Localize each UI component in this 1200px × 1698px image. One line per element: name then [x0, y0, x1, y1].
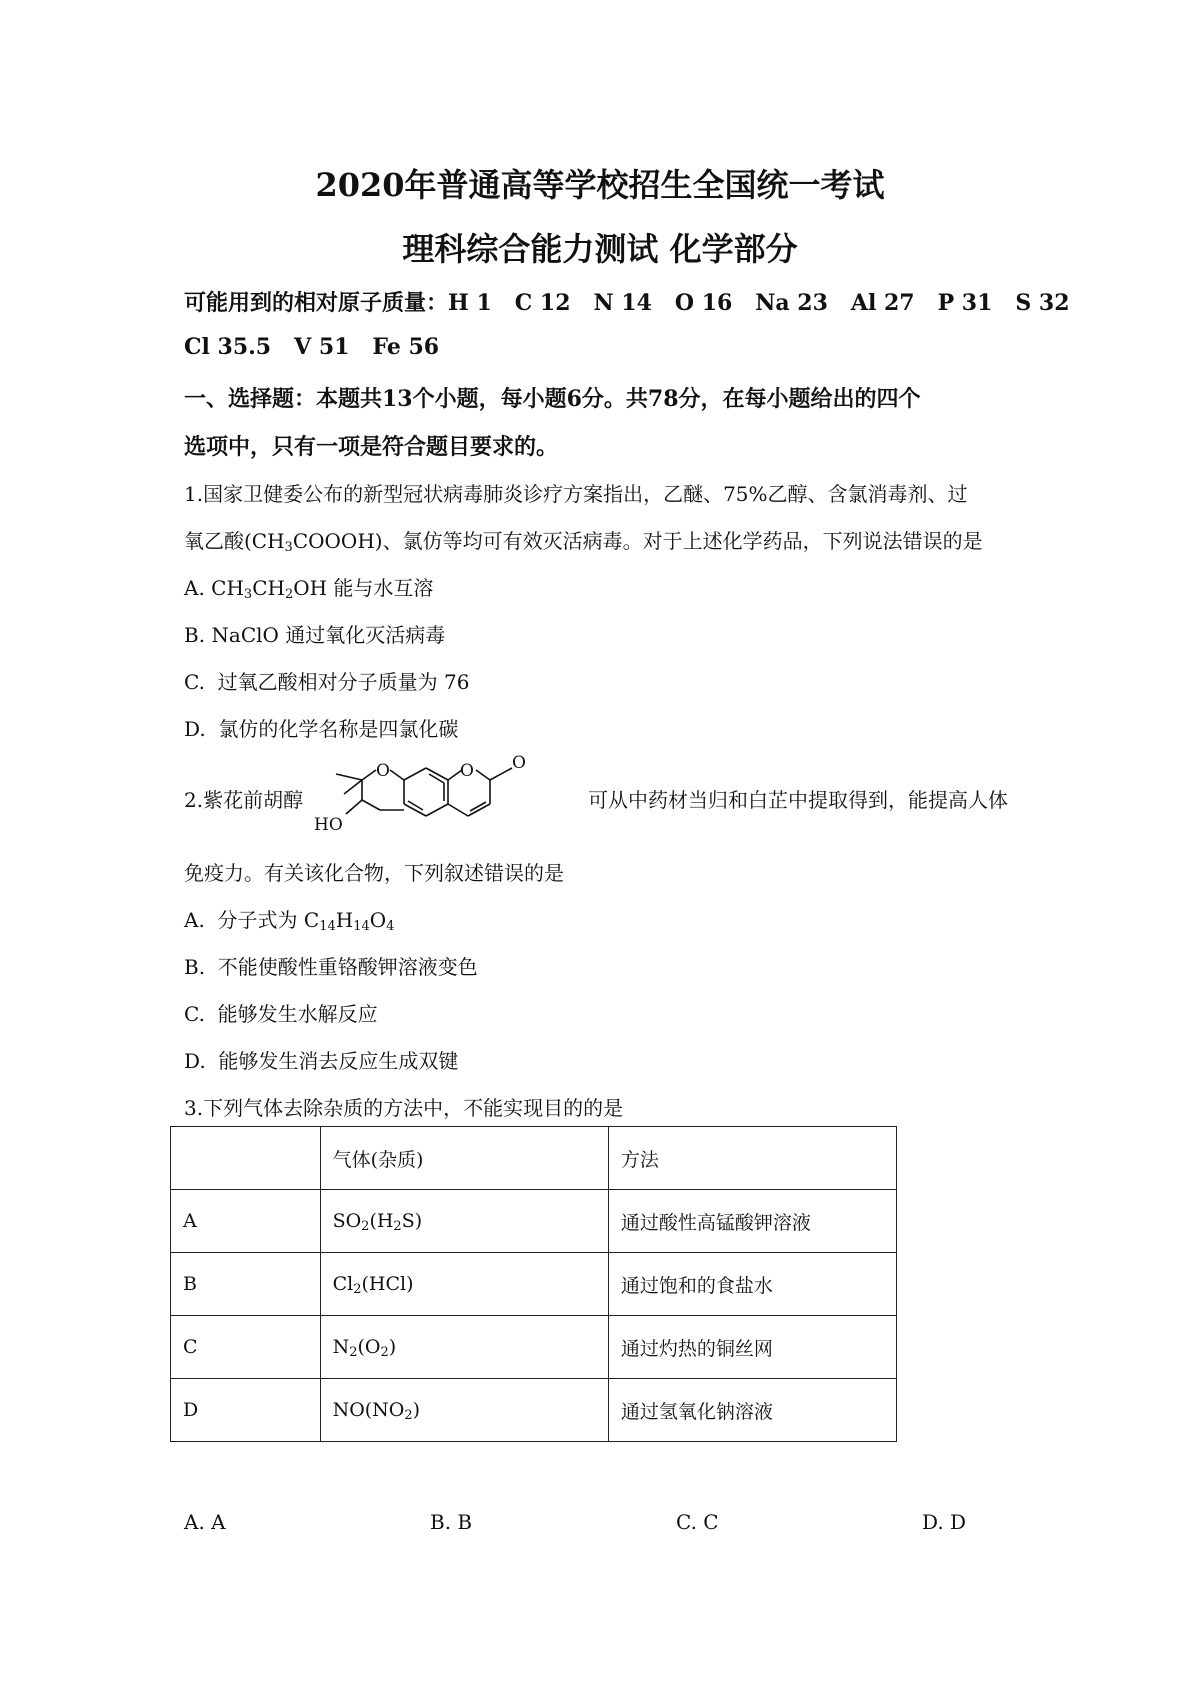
hydroxyl-label: HO	[314, 815, 343, 835]
row-gas: $NO(NO_2)$	[320, 1379, 608, 1442]
q3-table	[170, 1126, 897, 1442]
row-label: D	[171, 1379, 321, 1442]
row-gas: $N_2(O_2)$	[320, 1316, 608, 1379]
q1-stem-line1: 1.国家卫健委公布的新型冠状病毒肺炎诊疗方案指出，乙醚、75%乙醇、含氯消毒剂、过	[184, 482, 968, 506]
q2-option-d: D. 能够发生消去反应生成双键	[184, 1049, 459, 1073]
row-gas: $Cl_2(HCl)$	[320, 1253, 608, 1316]
row-method: 通过氢氧化钠溶液	[608, 1379, 896, 1442]
row-label: B	[171, 1253, 321, 1316]
section-heading-line1: 一、选择题：本题共13个小题，每小题6分。共78分，在每小题给出的四个	[184, 386, 921, 412]
row-label: C	[171, 1316, 321, 1379]
q2-stem-line2: 免疫力。有关该化合物，下列叙述错误的是	[184, 861, 564, 885]
q1-option-d: D. 氯仿的化学名称是四氯化碳	[184, 717, 459, 741]
q3-stem: 3.下列气体去除杂质的方法中，不能实现目的的是	[184, 1096, 624, 1120]
atomic-masses-values-1: H 1 C 12 N 14 O 16 Na 23 Al 27 P 31 S 32	[448, 290, 1070, 316]
q3-choice-d: D. D	[922, 1510, 967, 1534]
q2-option-b: B. 不能使酸性重铬酸钾溶液变色	[184, 955, 478, 979]
exam-title: 2020年普通高等学校招生全国统一考试	[315, 166, 885, 204]
carbonyl-oxygen-label: O	[512, 753, 526, 773]
q2-option-c: C. 能够发生水解反应	[184, 1002, 378, 1026]
row-label: A	[171, 1190, 321, 1253]
atomic-masses-line1	[184, 286, 1070, 317]
q1-option-c: C. 过氧乙酸相对分子质量为 76	[184, 670, 470, 694]
section-heading-line2: 选项中，只有一项是符合题目要求的。	[184, 434, 559, 460]
atomic-masses-label: 可能用到的相对原子质量：	[184, 290, 449, 316]
ring-oxygen-label: O	[376, 761, 390, 781]
lactone-oxygen-label: O	[460, 761, 474, 781]
q2-molecule-structure	[300, 752, 580, 842]
row-gas: $SO_2(H_2S)$	[320, 1190, 608, 1253]
row-method: 通过饱和的食盐水	[608, 1253, 896, 1316]
q2-stem-lead: 2.紫花前胡醇	[184, 788, 304, 812]
q3-choice-b: B. B	[430, 1510, 473, 1534]
q3-choice-a: A. A	[184, 1510, 226, 1534]
exam-subtitle: 理科综合能力测试 化学部分	[402, 230, 798, 268]
q2-stem-trail: 可从中药材当归和白芷中提取得到，能提高人体	[588, 788, 1008, 812]
header-blank	[171, 1127, 321, 1190]
q1-stem-line2: 氧乙酸$(CH_3COOOH)$、氯仿等均可有效灭活病毒。对于上述化学药品，下列说法错误的是	[184, 529, 983, 555]
q1-option-b: B. NaClO 通过氧化灭活病毒	[184, 623, 446, 647]
table-row	[171, 1316, 897, 1379]
table-row	[171, 1379, 897, 1442]
table-row	[171, 1253, 897, 1316]
q2-option-a: A. 分子式为 $C_{14}H_{14}O_4$	[184, 908, 395, 934]
atomic-masses-line2: Cl 35.5 V 51 Fe 56	[184, 334, 440, 360]
q1-option-a: A. $CH_3CH_2OH$ 能与水互溶	[184, 576, 434, 602]
q3-choice-c: C. C	[676, 1510, 719, 1534]
header-gas: 气体(杂质)	[320, 1127, 608, 1190]
row-method: 通过酸性高锰酸钾溶液	[608, 1190, 896, 1253]
table-header-row	[171, 1127, 897, 1190]
table-row	[171, 1190, 897, 1253]
row-method: 通过灼热的铜丝网	[608, 1316, 896, 1379]
header-method: 方法	[608, 1127, 896, 1190]
